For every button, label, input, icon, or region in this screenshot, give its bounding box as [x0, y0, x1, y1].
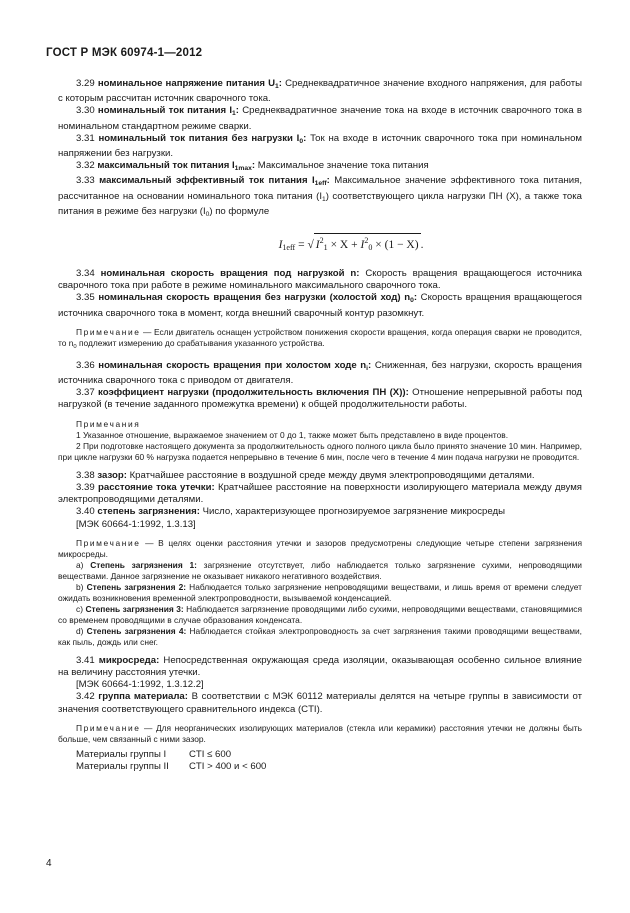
- group-value: CTI ≤ 600: [189, 748, 232, 760]
- note-label: Примечание: [76, 537, 141, 548]
- clause-number: 3.29: [76, 78, 95, 89]
- material-group-row: [76, 749, 582, 761]
- sup: 2: [319, 236, 324, 246]
- clause-number: 3.36: [76, 359, 95, 371]
- definition-3-34: [58, 268, 582, 292]
- term: максимальный эффективный ток питания I: [99, 175, 315, 187]
- colon: :: [278, 78, 282, 89]
- clause-number: 3.35: [76, 292, 95, 304]
- material-groups: [58, 749, 582, 773]
- definition-text: В соответствии с МЭК 60112 материалы делятся на четыре группы в зависимости от значения соответствующего сравнительного индекса (CTI).: [58, 691, 582, 715]
- definition-text: Среднеквадратичное значение входного напряжения, для работы с которым рассчитан источник сварочного тока.: [58, 78, 582, 105]
- term-subscript: i: [366, 364, 369, 372]
- term-subscript: 1: [275, 83, 279, 90]
- note-3-35: [58, 327, 582, 353]
- term-subscript: 1max: [234, 165, 252, 173]
- clause-number: 3.32: [76, 160, 95, 172]
- definition-text: ) по формуле: [209, 205, 270, 217]
- note-3-40: [58, 538, 582, 648]
- item-label: a): [76, 559, 91, 570]
- definition-text: Скорость вращения вращающегося источника сварочного тока при работе в режиме номинального максимального сварочного тока.: [58, 268, 582, 292]
- term: номинальный ток питания без нагрузки I: [98, 132, 300, 144]
- clause-number: 3.39: [76, 481, 95, 493]
- definition-3-35: [58, 292, 582, 319]
- group-value: CTI > 400 и < 600: [189, 760, 267, 772]
- definition-3-31: [58, 133, 582, 160]
- term-subscript: 0: [410, 297, 414, 305]
- item-term: Степень загрязнения 4:: [86, 625, 187, 636]
- term: коэффициент нагрузки (продолжительность включения ПН (X): [98, 387, 403, 399]
- document-body: [58, 78, 582, 773]
- definition-text: Кратчайшее расстояние в воздушной среде между двумя электропроводящими деталями.: [126, 469, 535, 481]
- definition-3-32: [58, 160, 582, 175]
- group-name: Материалы группы II: [76, 760, 169, 772]
- item-label: d): [76, 625, 87, 636]
- term-subscript: 1: [232, 110, 236, 118]
- definition-text: Ток на входе в источник сварочного тока при номинальном напряжении без нагрузки.: [58, 132, 583, 160]
- reference-3-40: [МЭК 60664-1:1992, 1.3.13]: [76, 518, 196, 530]
- term-subscript: 1eff: [314, 180, 327, 188]
- note-3-42: [58, 723, 582, 745]
- note-text: — В целях оценки расстояния утечки и зазоров предусмотрены следующие четыре степени загрязнения микросреды.: [58, 537, 582, 559]
- definition-3-29: [58, 78, 582, 105]
- page-number: 4: [46, 858, 52, 869]
- sqrt-icon: √: [307, 238, 314, 251]
- clause-number: 3.41: [76, 654, 95, 666]
- formula-equals: =: [295, 238, 308, 251]
- pollution-degree-1: [58, 560, 582, 582]
- var-i0: I: [360, 238, 365, 251]
- definition-text: ) соответствующего цикла нагрузки ПН (X), а также тока питания в режиме без нагрузки (I: [58, 190, 583, 217]
- clause-number: 3.34: [76, 268, 95, 280]
- page-header: ГОСТ Р МЭК 60974-1—2012: [46, 47, 203, 59]
- notes-3-37: [58, 419, 582, 463]
- term: номинальное напряжение питания U: [97, 78, 276, 89]
- sub: 1: [323, 242, 328, 252]
- sub: 0: [368, 242, 373, 252]
- colon: ):: [402, 387, 409, 399]
- colon: :: [211, 481, 215, 493]
- formula-lhs-subscript: 1eff: [282, 242, 296, 252]
- colon: :: [326, 175, 330, 187]
- item-text: загрязнение отсутствует, либо наблюдается только загрязнение сухими, непроводящими веществами. Данное загрязнение не оказывает никакого негативного воздействия.: [58, 559, 582, 581]
- item-label: b): [76, 581, 87, 592]
- clause-number: 3.30: [76, 105, 95, 117]
- definition-3-39: [58, 482, 582, 506]
- colon: :: [356, 268, 360, 280]
- item-label: c): [76, 603, 86, 614]
- definition-3-38: [58, 470, 582, 482]
- reference-3-41: [МЭК 60664-1:1992, 1.3.12.2]: [76, 679, 204, 691]
- colon: :: [303, 132, 307, 144]
- definition-text: Отношение непрерывной работы под нагрузкой (в течение заданного промежутка времени) к общей продолжительности работы.: [58, 387, 582, 411]
- formula-end: × (1 − X): [372, 238, 419, 251]
- sup: 2: [364, 236, 369, 246]
- definition-3-41: [58, 655, 582, 679]
- definition-text: Сниженная, без нагрузки, скорость вращения источника сварочного тока с приводом от двигателя.: [58, 359, 583, 387]
- note-2: 2 При подготовке настоящего документа за продолжительность одного полного цикла было принято значение 10 мин. Например, при цикле нагрузки 60 % нагрузка подается непрерывно в течение 6 мин, после чего в течение 4 мин подача нагрузки не проводится.: [58, 440, 582, 462]
- term: номинальный ток питания I: [97, 105, 233, 117]
- clause-number: 3.40: [76, 506, 95, 518]
- item-term: Степень загрязнения 3:: [85, 603, 184, 614]
- term: зазор: [97, 469, 124, 481]
- formula-mid: × X +: [327, 238, 361, 251]
- formula-lhs: I: [278, 238, 283, 251]
- colon: :: [123, 469, 127, 481]
- term: группа материала: [98, 691, 185, 703]
- definition-3-37: [58, 387, 582, 411]
- subscript: 0: [73, 343, 77, 350]
- formula-radicand: [314, 233, 421, 254]
- definition-3-30: [58, 105, 582, 132]
- item-text: Наблюдается только загрязнение непроводящими веществами, и лишь время от времени следует ожидать возникновения временной электропроводности, вызываемой конденсацией.: [58, 581, 582, 603]
- term: микросреда: [98, 654, 157, 666]
- item-text: Наблюдается загрязнение проводящими либо сухими, непроводящими веществами, становящимися со временем проводящими в случае образования конденсата.: [58, 603, 582, 625]
- formula-dot: .: [420, 238, 424, 251]
- clause-number: 3.37: [76, 387, 95, 399]
- colon: :: [368, 359, 372, 371]
- term-subscript: 0: [299, 137, 304, 145]
- definition-text: Максимальное значение тока питания: [255, 160, 429, 172]
- pollution-degree-4: [58, 626, 582, 648]
- note-text: — Если двигатель оснащен устройством понижения скорости вращения, когда операция сварки не проводится, то n: [58, 326, 582, 348]
- material-group-row: [76, 761, 582, 773]
- colon: :: [196, 506, 200, 518]
- definition-text: Непосредственная окружающая среда изоляции, оказывающая особенно сильное влияние на величину расстояния утечки.: [58, 654, 582, 678]
- item-term: Степень загрязнения 2:: [86, 581, 187, 592]
- clause-number: 3.33: [76, 175, 95, 187]
- term: номинальная скорость вращения при холостом ходе n: [98, 359, 367, 371]
- term: расстояние тока утечки: [98, 481, 212, 493]
- colon: :: [251, 160, 256, 172]
- var-i1: I: [315, 238, 320, 251]
- item-text: Наблюдается стойкая электропроводность за счет загрязнения такими проводящими веществами, как пыль, дождь или снег.: [58, 625, 582, 647]
- definition-3-33: [58, 175, 582, 221]
- definition-text: Число, характеризующее прогнозируемое загрязнение микросреды: [199, 506, 505, 518]
- definition-text: Среднеквадратичное значение тока на входе в источник сварочного тока в номинальном стандартном режиме сварки.: [58, 105, 582, 132]
- subscript: 0: [205, 210, 210, 218]
- colon: :: [235, 105, 239, 117]
- term: степень загрязнения: [97, 506, 197, 518]
- subscript: 1: [322, 195, 326, 203]
- note-label: Примечание: [76, 326, 141, 337]
- clause-number: 3.31: [76, 132, 95, 144]
- term: максимальный ток питания I: [97, 160, 235, 172]
- colon: :: [184, 691, 188, 703]
- definition-3-40: [58, 506, 582, 518]
- clause-number: 3.38: [76, 469, 95, 481]
- colon: :: [156, 654, 160, 666]
- clause-number: 3.42: [76, 691, 95, 703]
- definition-text: Скорость вращения вращающегося источника сварочного тока в момент, когда внешний сварочный контур разомкнут.: [58, 292, 582, 319]
- definition-text: Максимальное значение эффективного тока питания, рассчитанное на основании номинального тока питания (I: [58, 175, 583, 202]
- definition-3-42: [58, 691, 582, 715]
- group-name: Материалы группы I: [76, 748, 167, 760]
- definition-text: Кратчайшее расстояние на поверхности изолирующего материала между двумя электропроводящими деталями.: [58, 481, 583, 506]
- pollution-degree-2: [58, 582, 582, 604]
- colon: :: [413, 292, 418, 304]
- definition-3-36: [58, 360, 582, 387]
- note-text: подлежит измерению до срабатывания указанного устройства.: [76, 337, 325, 348]
- item-term: Степень загрязнения 1:: [90, 559, 197, 570]
- pollution-degree-3: [58, 604, 582, 626]
- term: номинальная скорость вращения без нагрузки (холостой ход) n: [98, 292, 411, 304]
- formula-i1eff: [120, 233, 582, 254]
- note-label: Примечание: [76, 722, 141, 733]
- notes-label: Примечания: [76, 418, 141, 429]
- term: номинальная скорость вращения под нагрузкой n: [100, 268, 357, 280]
- note-text: — Для неорганических изолирующих материалов (стекла или керамики) расстояния утечки не должны быть больше, чем связанный с ними зазор.: [58, 722, 582, 744]
- note-1: 1 Указанное отношение, выражаемое значением от 0 до 1, также может быть представлено в виде процентов.: [76, 429, 509, 440]
